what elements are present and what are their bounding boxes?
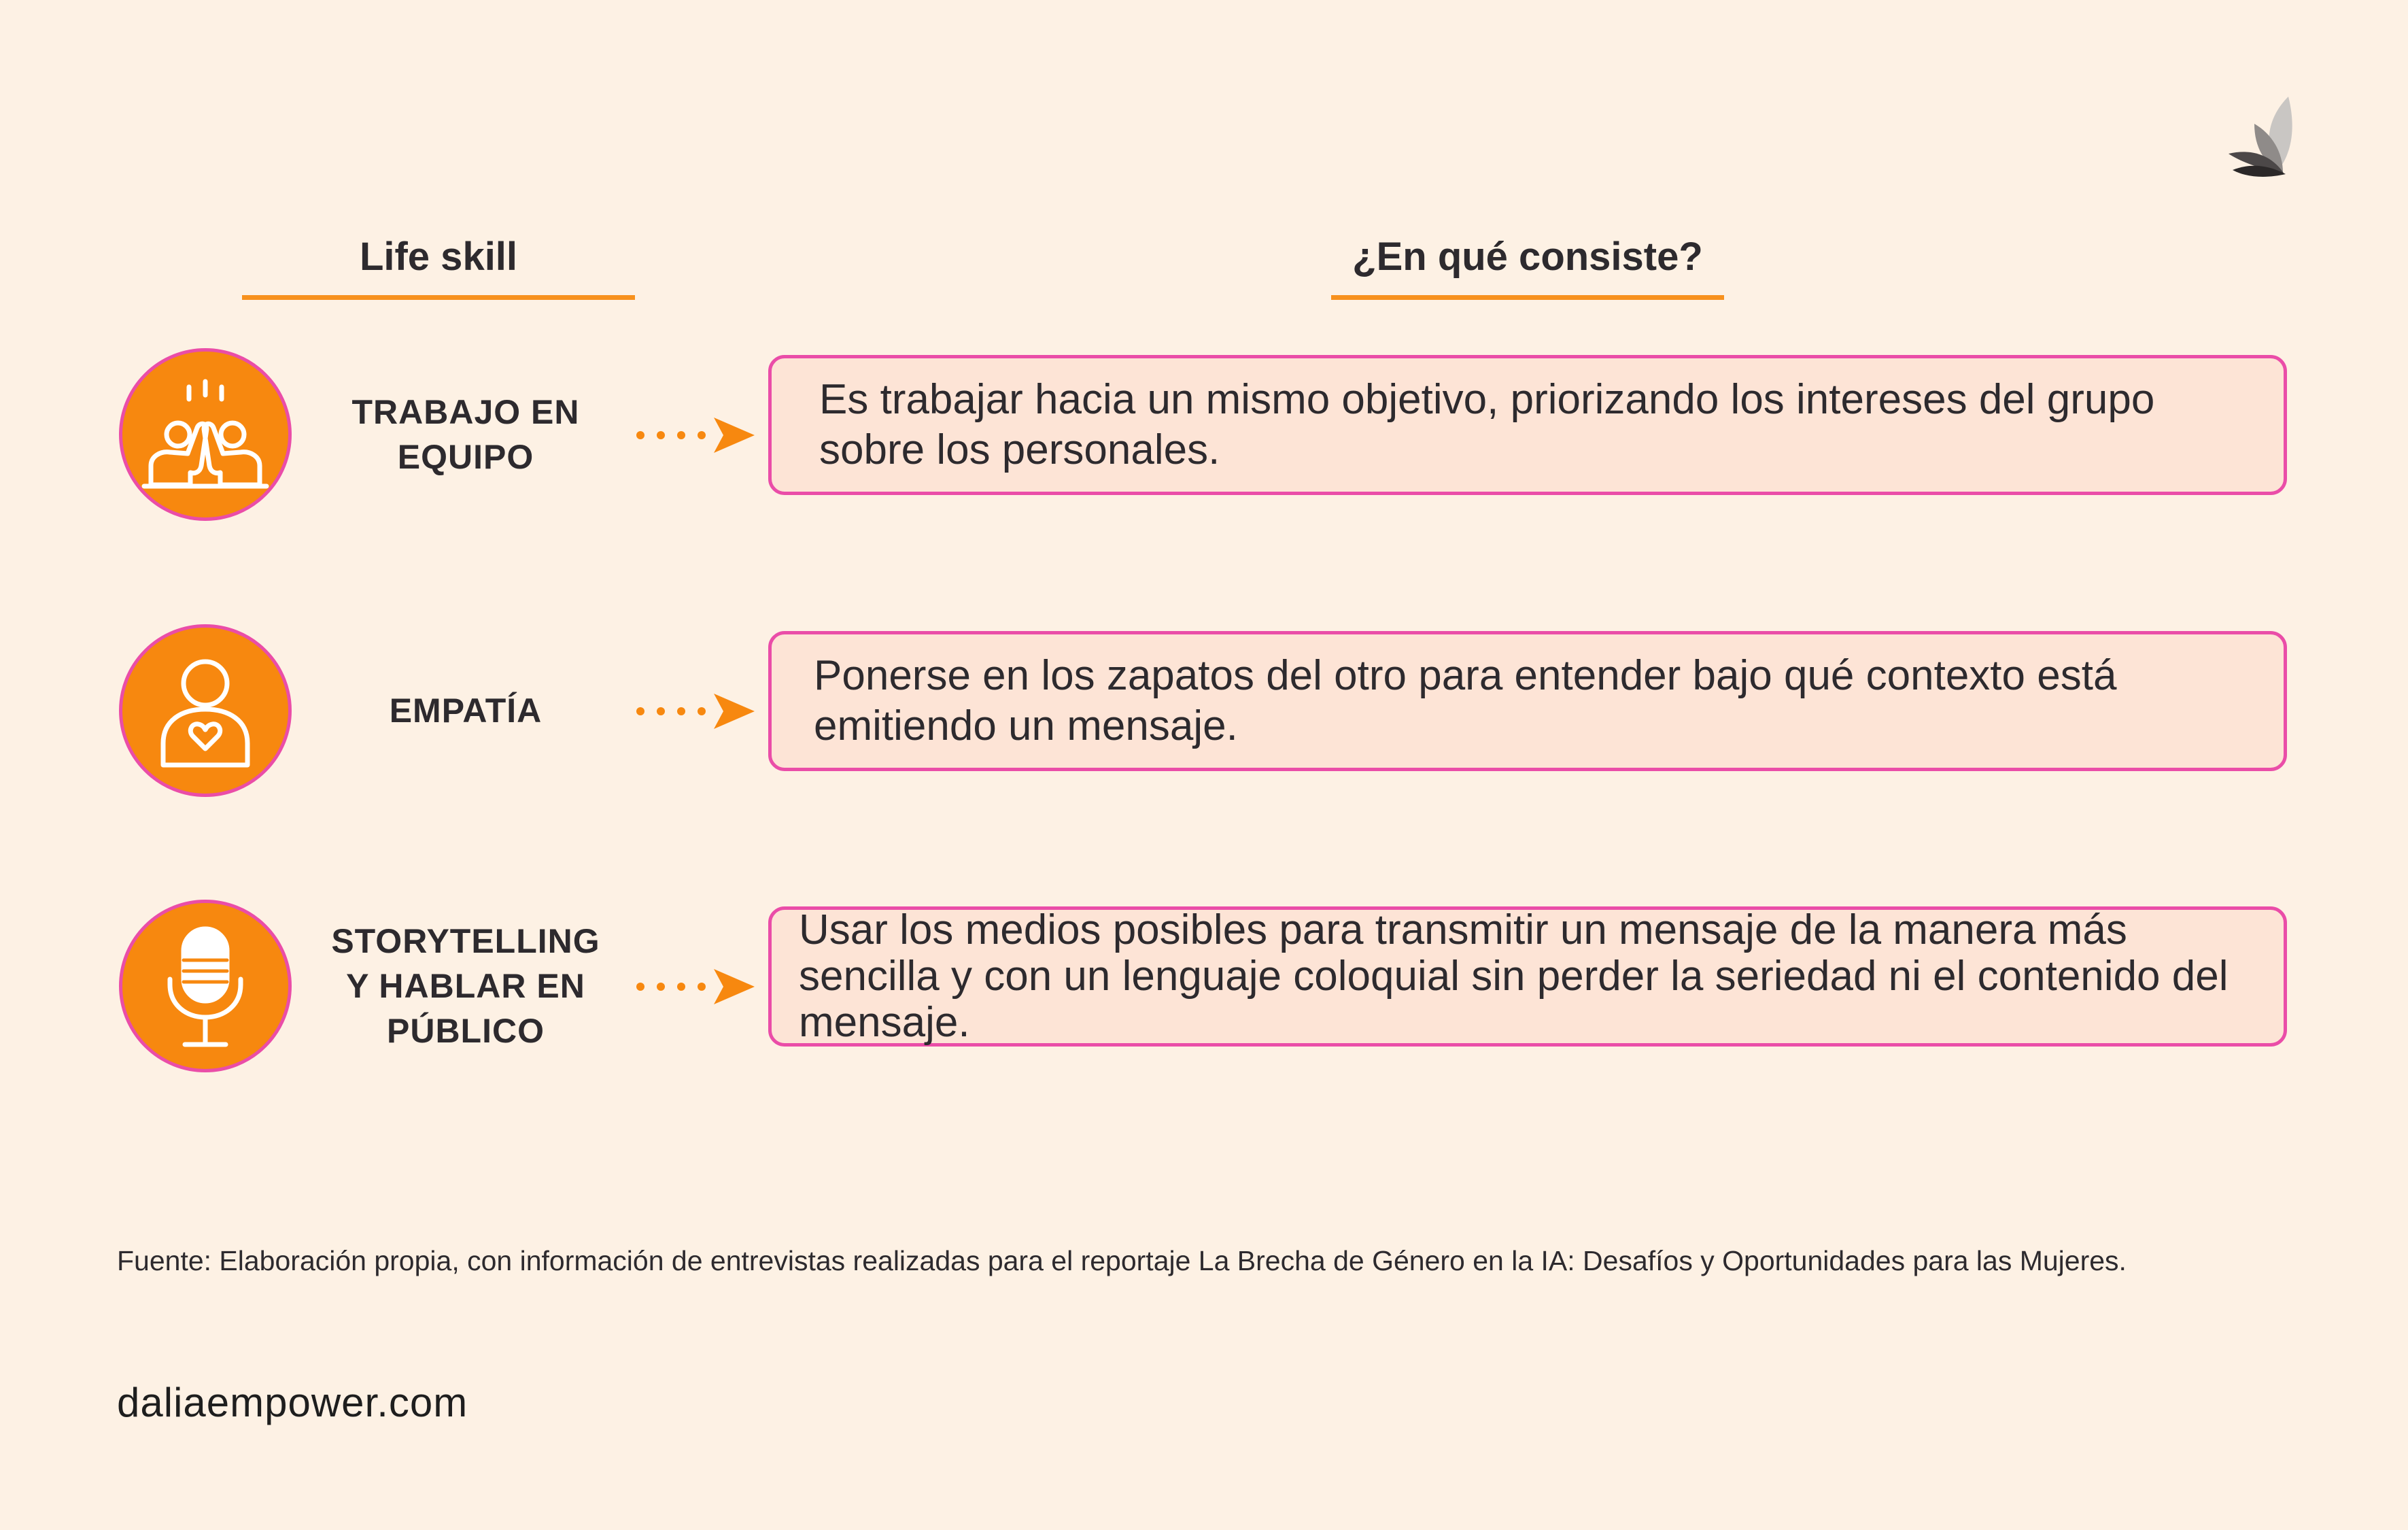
dotted-arrow-icon (632, 691, 761, 732)
teamwork-high-five-icon (122, 352, 288, 517)
source-note: Fuente: Elaboración propia, con información de entrevistas realizadas para el reportaje La Brecha de Género en la IA: Desafíos y Oportunidades para las Mujeres. (117, 1245, 2127, 1276)
skill-icon-circle (119, 348, 292, 521)
skill-icon-circle (119, 624, 292, 797)
column-header-life-skill: Life skill (242, 230, 635, 300)
skill-name (292, 348, 639, 521)
skill-name-line: PÚBLICO (386, 1012, 545, 1050)
skill-name-line: EQUIPO (397, 438, 534, 476)
skill-name (292, 624, 639, 797)
skill-name (292, 900, 639, 1072)
skill-row-storytelling (0, 900, 2408, 1078)
empathy-person-heart-icon (122, 628, 288, 794)
skill-name-line: EMPATÍA (389, 692, 543, 730)
skill-row-teamwork (0, 348, 2408, 526)
column-header-description: ¿En qué consiste? (1331, 230, 1724, 300)
description-box (768, 631, 2287, 771)
microphone-icon (122, 903, 288, 1069)
description-box (768, 355, 2287, 495)
description-text: Usar los medios posibles para transmitir un mensaje de la manera más sencilla y con un lenguaje coloquial sin perder la seriedad ni el contenido del mensaje. (799, 906, 2229, 1046)
skill-icon-circle (119, 900, 292, 1072)
skill-name-line: STORYTELLING (331, 922, 600, 960)
skill-row-empathy (0, 624, 2408, 802)
skill-name-line: TRABAJO EN (351, 393, 580, 431)
skill-name-line: Y HABLAR EN (346, 967, 585, 1005)
dotted-arrow-icon (632, 966, 761, 1007)
description-text: Ponerse en los zapatos del otro para entender bajo qué contexto está emitiendo un mensaje. (814, 652, 2117, 749)
description-text: Es trabajar hacia un mismo objetivo, priorizando los intereses del grupo sobre los personales. (819, 376, 2155, 473)
description-box (768, 906, 2287, 1047)
brand-logo-icon (2227, 97, 2298, 178)
website-link[interactable]: daliaempower.com (117, 1380, 468, 1425)
dotted-arrow-icon (632, 415, 761, 456)
